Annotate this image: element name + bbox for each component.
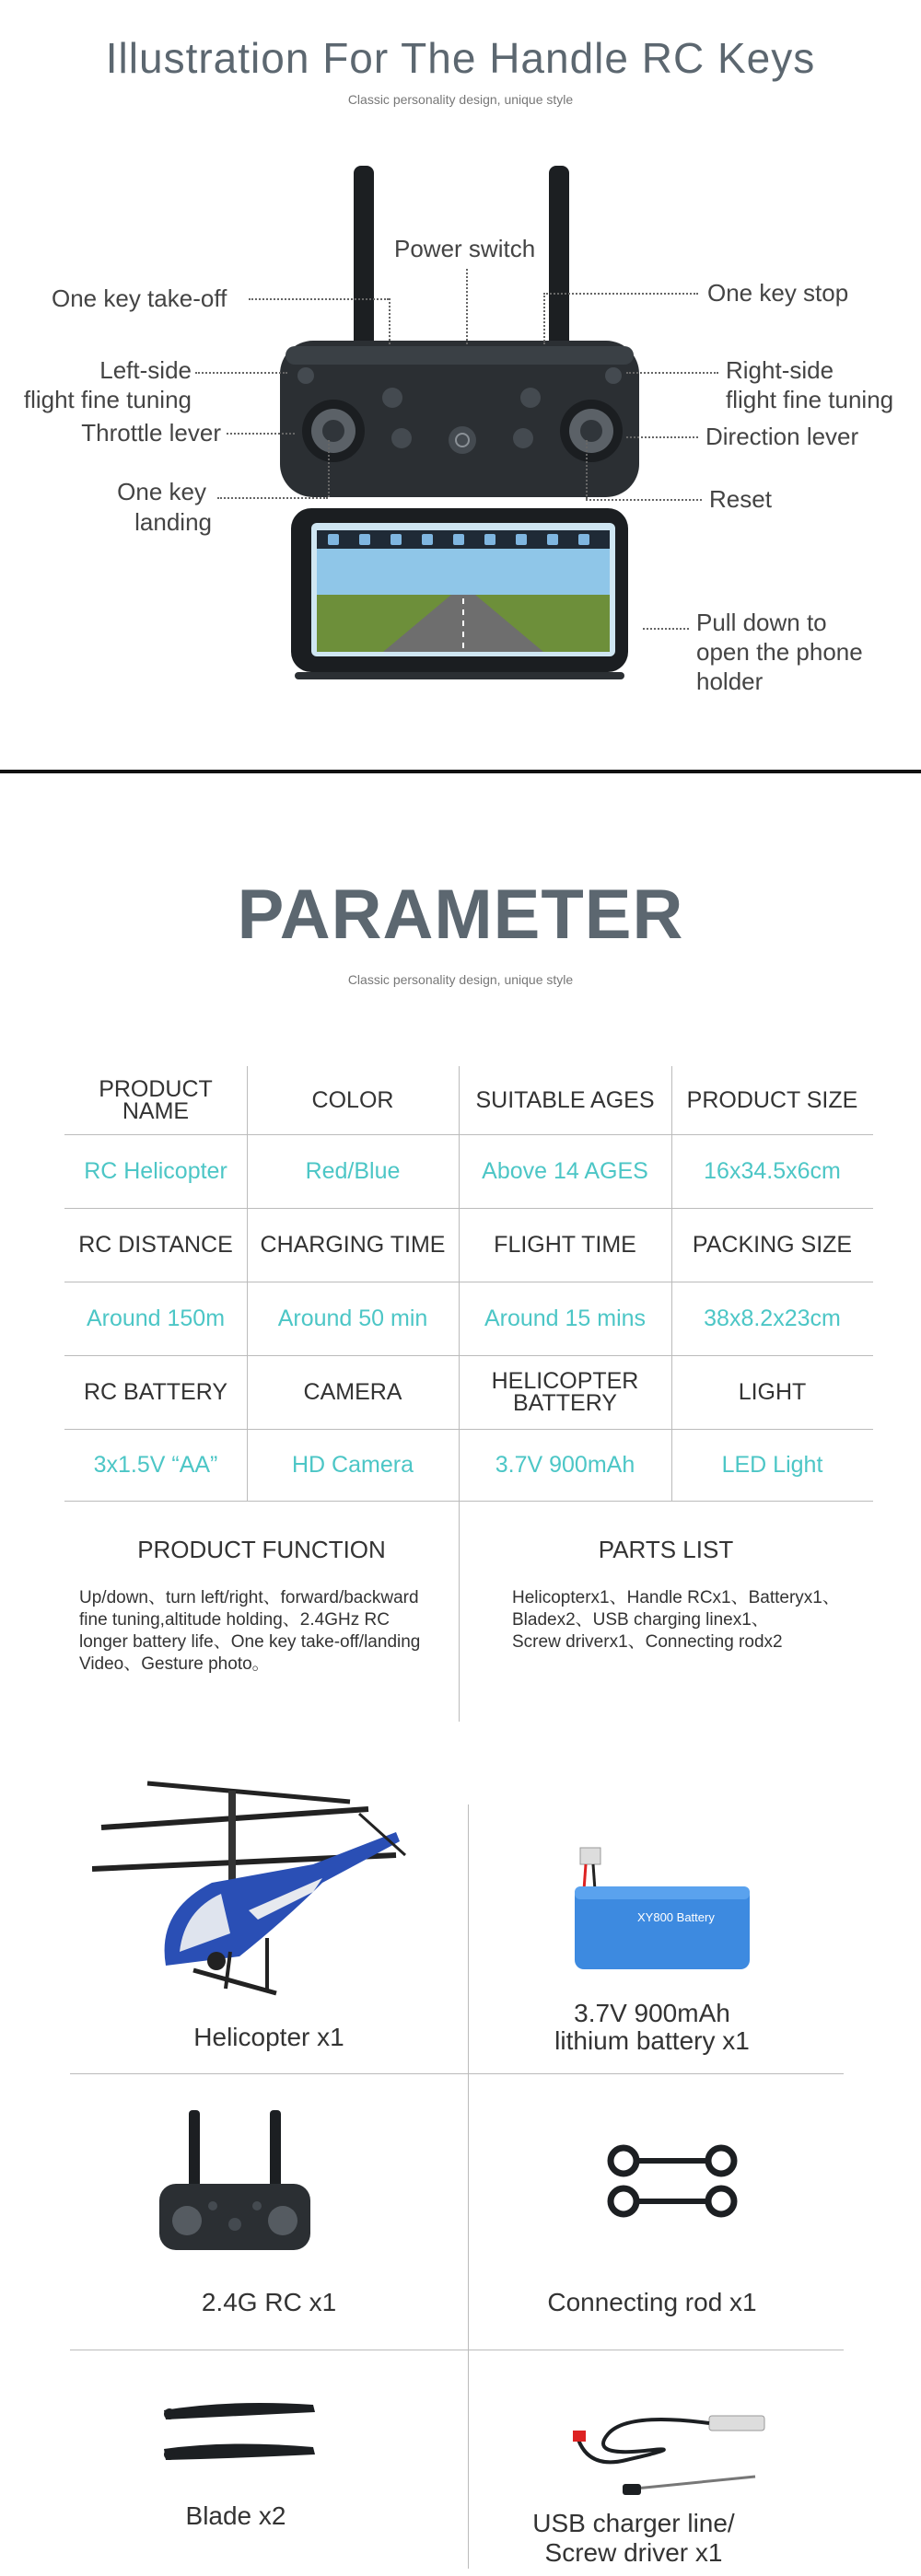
rc-keys-subtitle: Classic personality design, unique style <box>347 92 574 107</box>
part-caption-helicopter: Helicopter x1 <box>193 2023 344 2051</box>
label-left-fine-1: Left-side <box>99 356 192 384</box>
leader-direction <box>626 436 698 438</box>
usb-cable-image <box>571 2403 774 2504</box>
param-value: Around 15 mins <box>484 1305 647 1331</box>
label-pull-1: Pull down to <box>696 609 827 636</box>
param-header: HELICOPTER BATTERY <box>491 1368 639 1416</box>
param-value: HD Camera <box>292 1452 414 1478</box>
param-value: Around 50 min <box>277 1305 428 1331</box>
blade-image <box>157 2392 322 2475</box>
part-caption-rc: 2.4G RC x1 <box>201 2288 337 2316</box>
param-header: CHARGING TIME <box>260 1232 446 1258</box>
label-pull-2: open the phone <box>696 638 863 666</box>
label-right-fine-1: Right-side <box>726 356 834 384</box>
part-caption-usb-2: Screw driver x1 <box>544 2538 723 2567</box>
leader-pull <box>643 628 689 630</box>
parts-list-text: Helicopterx1、Handle RCx1、Batteryx1、 Bladex2、USB charging linex1、 Screw driverx1、Connecting rodx2 <box>512 1588 840 1652</box>
param-header: PACKING SIZE <box>692 1232 853 1258</box>
param-value: Above 14 AGES <box>482 1158 648 1184</box>
param-value: Around 150m <box>86 1305 226 1331</box>
section-divider <box>0 770 921 773</box>
rc-image <box>152 2106 318 2254</box>
part-caption-battery-2: lithium battery x1 <box>554 2026 750 2055</box>
leader-stop-v <box>543 293 545 344</box>
label-right-fine-2: flight fine tuning <box>726 386 894 413</box>
helicopter-image <box>92 1772 414 2012</box>
parts-list-title: PARTS LIST <box>598 1536 734 1563</box>
param-header: COLOR <box>311 1087 394 1113</box>
part-caption-blade: Blade x2 <box>185 2501 286 2530</box>
label-power-switch: Power switch <box>394 235 536 262</box>
connecting-rod-image <box>603 2141 741 2223</box>
param-value: 3x1.5V “AA” <box>93 1452 218 1478</box>
param-header: SUITABLE AGES <box>475 1087 655 1113</box>
label-one-key-takeoff: One key take-off <box>52 284 227 312</box>
leader-stop <box>543 293 698 295</box>
param-value: RC Helicopter <box>84 1158 227 1184</box>
param-header: CAMERA <box>303 1379 402 1405</box>
param-header: FLIGHT TIME <box>494 1232 636 1258</box>
leader-landing-v <box>328 440 330 497</box>
param-header: PRODUCT NAME <box>99 1076 213 1124</box>
part-caption-usb-1: USB charger line/ <box>532 2509 735 2537</box>
label-left-fine-2: flight fine tuning <box>23 386 192 413</box>
battery-image <box>571 1846 755 1975</box>
param-value: Red/Blue <box>305 1158 401 1184</box>
label-pull-3: holder <box>696 667 764 695</box>
param-header: LIGHT <box>738 1379 807 1405</box>
product-function-title: PRODUCT FUNCTION <box>137 1536 386 1563</box>
leader-power-switch <box>466 269 468 344</box>
leader-landing <box>217 497 328 499</box>
param-header: PRODUCT SIZE <box>686 1087 858 1113</box>
param-header: RC BATTERY <box>83 1379 228 1405</box>
leader-throttle <box>227 433 295 435</box>
parameter-title: PARAMETER <box>237 876 684 954</box>
rc-keys-section <box>0 0 921 772</box>
leader-reset <box>586 499 702 501</box>
leader-takeoff-v <box>389 298 391 344</box>
param-value: LED Light <box>721 1452 823 1478</box>
part-caption-battery-1: 3.7V 900mAh <box>574 1999 730 2027</box>
param-header: RC DISTANCE <box>78 1232 233 1258</box>
leader-takeoff <box>249 298 389 300</box>
label-reset: Reset <box>709 485 772 513</box>
battery-label: XY800 Battery <box>637 1910 715 1924</box>
product-function-text: Up/down、turn left/right、forward/backward fine tuning,altitude holding、2.4GHz RC longer battery life、One key take-off/landing Video、Gesture photo。 <box>79 1588 421 1674</box>
leader-left-fine <box>195 372 287 374</box>
rc-keys-title: Illustration For The Handle RC Keys <box>105 34 816 82</box>
label-landing-1: One key <box>117 478 206 505</box>
leader-right-fine <box>626 372 718 374</box>
leader-reset-v <box>586 440 588 499</box>
label-throttle: Throttle lever <box>81 419 221 447</box>
param-value: 3.7V 900mAh <box>495 1452 635 1478</box>
parameter-subtitle: Classic personality design, unique style <box>347 972 574 987</box>
label-one-key-stop: One key stop <box>707 279 849 307</box>
part-caption-rod: Connecting rod x1 <box>547 2288 757 2316</box>
param-value: 38x8.2x23cm <box>704 1305 841 1331</box>
label-direction: Direction lever <box>705 423 859 450</box>
label-landing-2: landing <box>134 508 212 536</box>
param-value: 16x34.5x6cm <box>704 1158 841 1184</box>
